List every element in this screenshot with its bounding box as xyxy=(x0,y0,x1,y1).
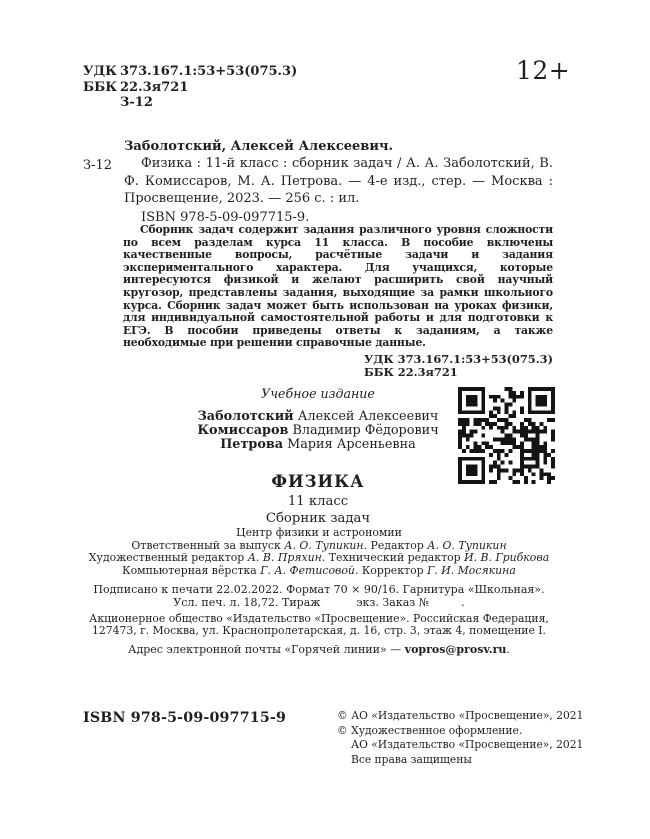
person-name: Г. А. Фетисовой xyxy=(260,564,355,578)
bbk-row xyxy=(83,80,297,96)
author-code-row xyxy=(83,95,297,111)
credits-block xyxy=(84,527,554,578)
isbn-line: ISBN 978-5-09-097715-9. xyxy=(141,209,310,225)
credit-line-3: Компьютерная вёрстка Г. А. Фетисовой. Корректор Г. И. Мосякина xyxy=(122,564,516,578)
author-given: Алексей Алексеевич xyxy=(297,409,439,424)
book-title: ФИЗИКА xyxy=(271,471,365,491)
author-heading: Заболотский, Алексей Алексеевич. xyxy=(124,139,394,154)
bbk-value: 22.3я721 xyxy=(120,79,189,95)
annotation-text: Сборник задач содержит задания различного уровня сложности по всем разделам курса 11 класса. В пособие включены качественные вопросы, расчётные задачи и задания экспериментального характера. Для учащихся, которые интересуются физикой и желают расширить свой научный кругозор, представлены задания, выходящие за рамки школьного курса. Сборник задач может быть использован на уроках физики, для индивидуальной самостоятельной работы и для подготовки к ЕГЭ. В пособии приведены ответы к заданиям, а также необходимые при решении справочные данные. xyxy=(123,223,553,350)
bbk-label: ББК xyxy=(83,79,118,95)
publisher-address-block xyxy=(76,613,562,638)
author-code: З-12 xyxy=(120,95,153,110)
book-grade: 11 класс xyxy=(287,493,349,509)
age-rating-badge: 12+ xyxy=(516,56,571,85)
author-surname: Комиссаров xyxy=(197,423,289,439)
person-name: И. В. Грибкова xyxy=(464,551,550,565)
bibliography-block xyxy=(124,138,553,226)
udk-label: УДК xyxy=(83,64,117,79)
bibliography-author-code: З-12 xyxy=(83,158,113,173)
email-address: vopros@prosv.ru xyxy=(404,643,507,656)
bibliographic-description: Физика : 11-й класс : сборник задач / А. А. Заболотский, В. Ф. Комиссаров, М. А. Петрова. — 4-е изд., стер. — Москва : Просвещение, 2023. — 256 с. : ил. xyxy=(124,156,553,207)
publisher-address-1: Акционерное общество «Издательство «Просвещение». Российская Федерация, xyxy=(89,612,549,625)
hotline-email-line: Адрес электронной почты «Горячей линии» — vopros@prosv.ru. xyxy=(128,643,510,656)
credit-line-2: Художественный редактор А. В. Пряхин. Технический редактор И. В. Грибкова xyxy=(88,551,550,565)
annotation-udk: УДК 373.167.1:53+53(075.3) xyxy=(363,351,553,366)
publisher-address-2: 127473, г. Москва, ул. Краснопролетарская, д. 16, стр. 3, этаж 4, помещение I. xyxy=(92,624,546,638)
author-surname: Заболотский xyxy=(197,409,294,424)
udk-row xyxy=(83,64,297,80)
person-name: Г. И. Мосякина xyxy=(427,564,516,578)
imprint-line-2: Усл. печ. л. 18,72. Тираж экз. Заказ № . xyxy=(173,595,465,609)
annotation-bbk: ББК 22.3я721 xyxy=(363,364,458,379)
udk-value: 373.167.1:53+53(075.3) xyxy=(120,64,298,79)
imprint-line-1: Подписано к печати 22.02.2022. Формат 70 × 90/16. Гарнитура «Школьная». xyxy=(93,583,545,596)
credit-line-1: Ответственный за выпуск А. О. Тупикин. Редактор А. О. Тупикин xyxy=(131,538,507,552)
copyright-line: Все права защищены xyxy=(351,752,472,766)
person-name: А. В. Пряхин xyxy=(247,551,322,565)
author-given: Владимир Фёдорович xyxy=(292,423,439,439)
annotation-block xyxy=(123,224,553,380)
person-name: А. О. Тупикин xyxy=(284,538,364,552)
annotation-codes xyxy=(123,353,553,380)
qr-code xyxy=(458,387,555,484)
copyright-line: © АО «Издательство «Просвещение», 2021 xyxy=(337,709,584,722)
copyright-line: АО «Издательство «Просвещение», 2021 xyxy=(351,738,584,752)
credits-department: Центр физики и астрономии xyxy=(236,526,402,539)
footer-isbn: ISBN 978-5-09-097715-9 xyxy=(83,710,287,726)
author-surname: Петрова xyxy=(220,437,284,453)
edition-kind: Учебное издание xyxy=(261,386,375,401)
imprint-block xyxy=(84,584,554,609)
copyright-line: © Художественное оформление. xyxy=(337,723,523,737)
classification-block xyxy=(83,64,297,111)
copyright-block xyxy=(337,709,583,767)
book-subtitle: Сборник задач xyxy=(265,510,371,526)
author-given: Мария Арсеньевна xyxy=(287,437,416,453)
person-name: А. О. Тупикин xyxy=(427,538,507,552)
